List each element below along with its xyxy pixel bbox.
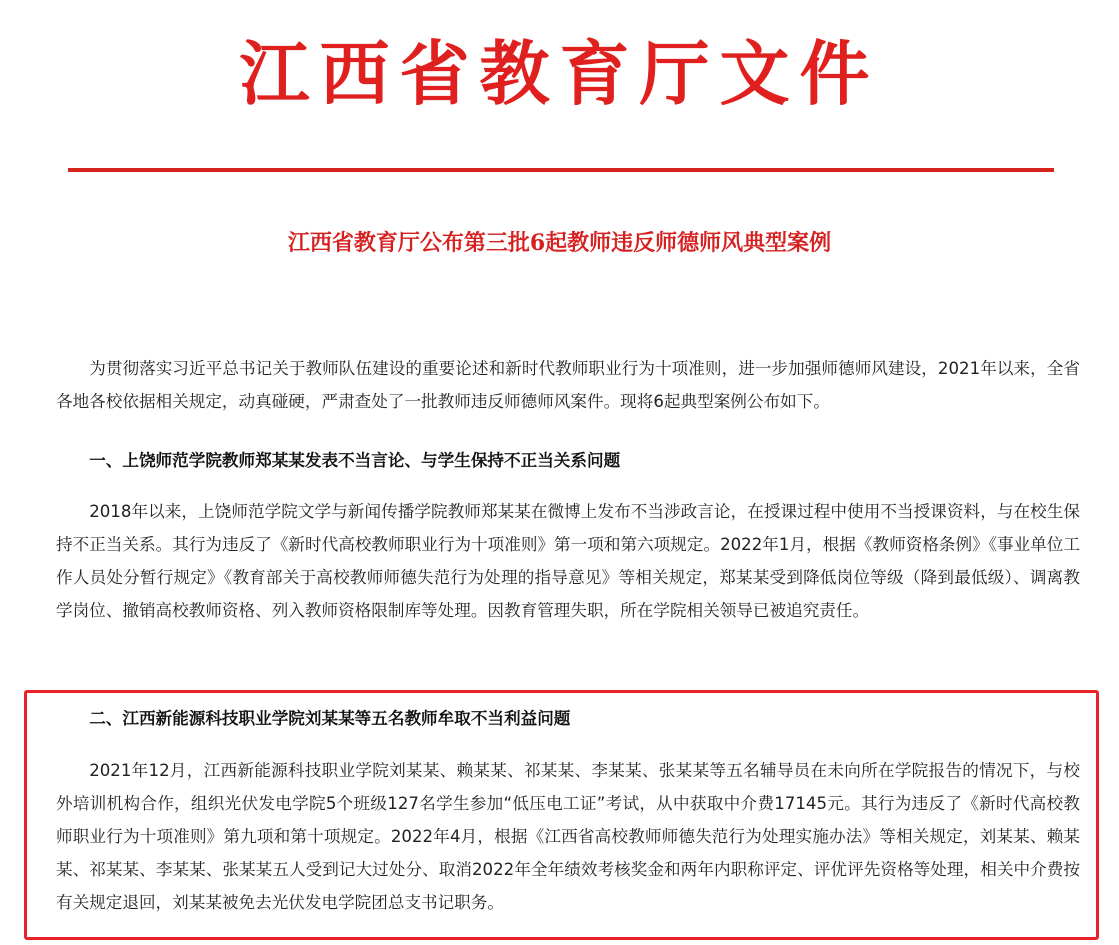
- case-2-heading: 二、江西新能源科技职业学院刘某某等五名教师牟取不当利益问题: [89, 709, 571, 728]
- document-masthead: 江西省教育厅文件: [239, 32, 880, 115]
- case-2-body: 2021年12月，江西新能源科技职业学院刘某某、赖某某、祁某某、李某某、张某某等五名辅导员在未向所在学院报告的情况下，与校外培训机构合作，组织光伏发电学院5个班级127名学生参加“低压电工证”考试，从中获取中介费17145元。其行为违反了《新时代高校教师职业行为十项准则》第九项和第十项规定。2022年4月，根据《江西省高校教师师德失范行为处理实施办法》等相关规定，刘某某、赖某某、祁某某、李某某、张某某五人受到记大过处分、取消2022年全年绩效考核奖金和两年内职称评定、评优评先资格等处理，相关中介费按有关规定退回，刘某某被免去光伏发电学院团总支书记职务。: [56, 761, 1080, 912]
- red-divider-line: [68, 168, 1054, 172]
- case-1-body: 2018年以来，上饶师范学院文学与新闻传播学院教师郑某某在微博上发布不当涉政言论，在授课过程中使用不当授课资料，与在校生保持不正当关系。其行为违反了《新时代高校教师职业行为十项准则》第一项和第六项规定。2022年1月，根据《教师资格条例》《事业单位工作人员处分暂行规定》《教育部关于高校教师师德失范行为处理的指导意见》等相关规定，郑某某受到降低岗位等级（降到最低级）、调离教学岗位、撤销高校教师资格、列入教师资格限制库等处理。因教育管理失职，所在学院相关领导已被追究责任。: [56, 502, 1080, 620]
- intro-paragraph: 为贯彻落实习近平总书记关于教师队伍建设的重要论述和新时代教师职业行为十项准则，进一步加强师德师风建设，2021年以来，全省各地各校依据相关规定，动真碰硬，严肃查处了一批教师违反师德师风案件。现将6起典型案例公布如下。: [56, 359, 1080, 411]
- case-1-heading: 一、上饶师范学院教师郑某某发表不当言论、与学生保持不正当关系问题: [89, 451, 621, 470]
- document-title: 江西省教育厅公布第三批6起教师违反师德师风典型案例: [287, 230, 832, 256]
